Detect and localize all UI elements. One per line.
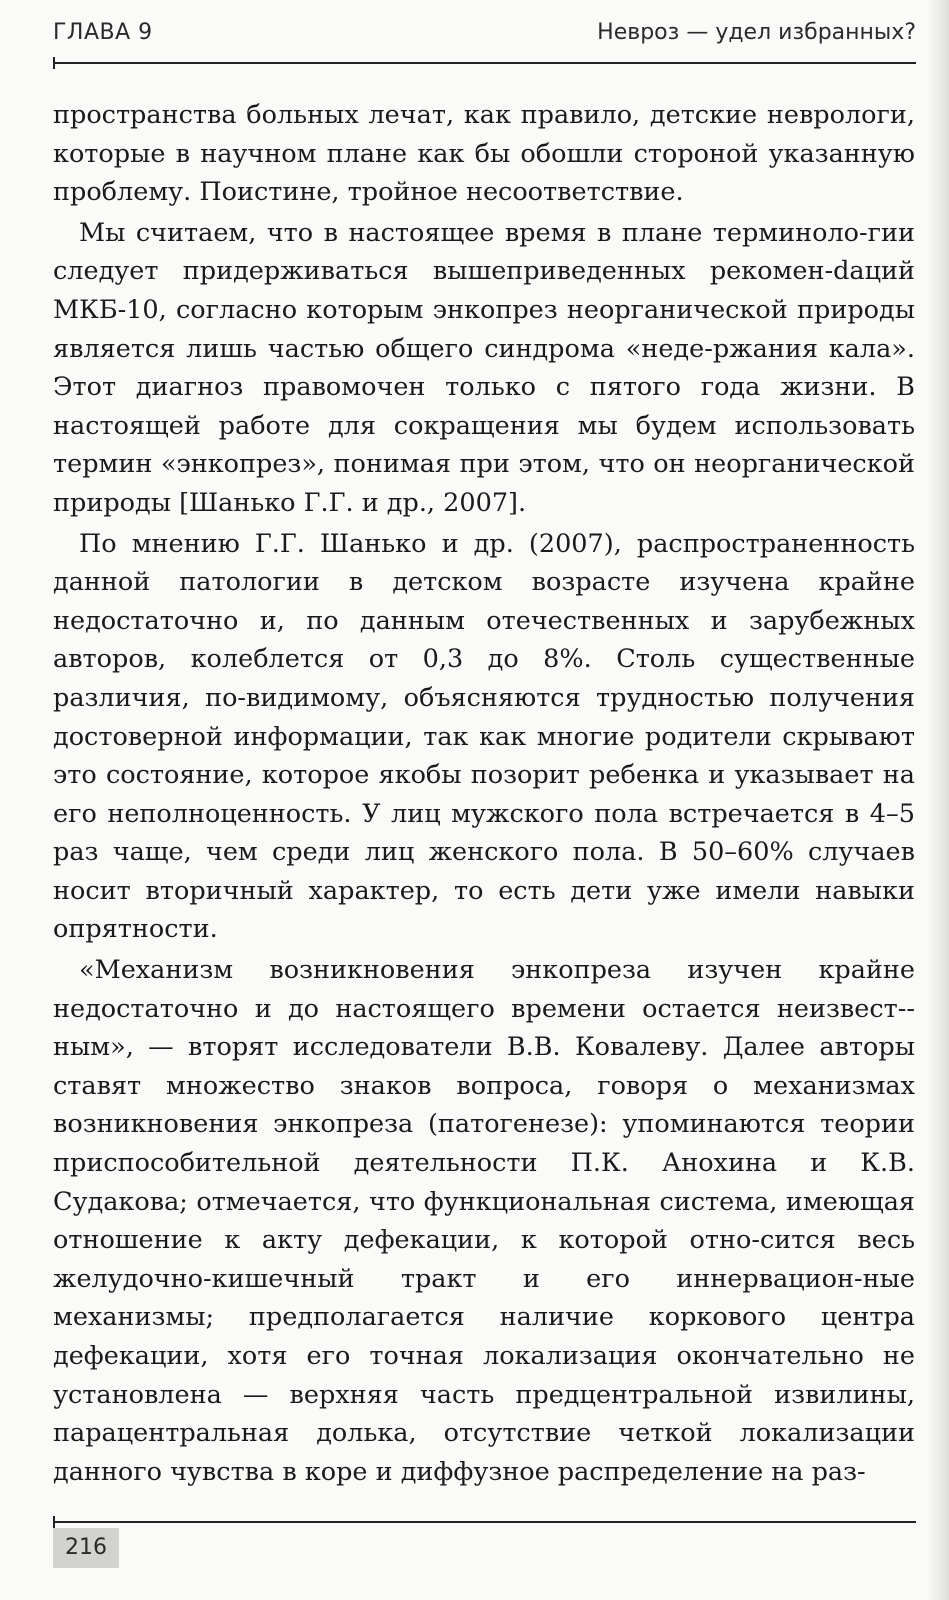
page-edge-shadow xyxy=(927,0,949,1600)
header-rule-tick xyxy=(53,57,55,69)
page-number: 216 xyxy=(53,1528,119,1568)
footer-rule xyxy=(53,1521,916,1523)
paragraph-continued: пространства больных лечат, как правило, детские неврологи, которые в научном плане как бы обошли стороной указанную проблему. Поистине, тройное несоответствие. xyxy=(53,100,915,208)
running-title: Невроз — удел избранных? xyxy=(597,20,916,45)
header-rule xyxy=(53,62,916,64)
footer-rule-tick xyxy=(53,1516,55,1528)
paragraph: «Механизм возникновения энкопреза изучен крайне недостаточно и до настоящего времени остается неизвест-ным», — вторят исследователи В.В. Ковалеву. Далее авторы ставят множество знаков вопроса, говоря о механизмах возникновения энкопреза (патогенезе): упоминаются теории приспособительной деятельности П.К. Анохина и К.В. Судакова; отмечается, что функциональная система, имеющая отношение к акту дефекации, к которой отно-сится весь желудочно-кишечный тракт и его иннервацион-ные механизмы; предполагается наличие коркового центра дефекации, хотя его точная локализация окончательно не установлена — верхняя часть предцентральной извилины, парацентральная долька, отсутствие четкой локализации данного чувства в коре и диффузное распределение на раз- xyxy=(53,955,915,1487)
paragraph: Мы считаем, что в настоящее время в плане терминоло-гии следует придерживаться вышеприведенных рекомен-dаций МКБ-10, согласно которым энкопрез неорганической природы является лишь частью общего синдрома «неде-ржания кала». Этот диагноз правомочен только с пятого года жизни. В настоящей работе для сокращения мы будем использовать термин «энкопрез», понимая при этом, что он неорганической природы [Шанько Г.Г. и др., 2007]. xyxy=(53,217,915,518)
body-text xyxy=(53,96,915,1491)
paragraph: По мнению Г.Г. Шанько и др. (2007), распространенность данной патологии в детском возрасте изучена крайне недостаточно и, по данным отечественных и зарубежных авторов, колеблется от 0,3 до 8%. Столь существенные различия, по-видимому, объясняются трудностью получения достоверной информации, так как многие родители скрывают это состояние, которое якобы позорит ребенка и указывает на его неполноценность. У лиц мужского пола встречается в 4–5 раз чаще, чем среди лиц женского пола. В 50–60% случаев носит вторичный характер, то есть дети уже имели навыки опрятности. xyxy=(53,528,915,945)
running-header xyxy=(53,18,916,52)
chapter-label: ГЛАВА 9 xyxy=(53,20,153,45)
